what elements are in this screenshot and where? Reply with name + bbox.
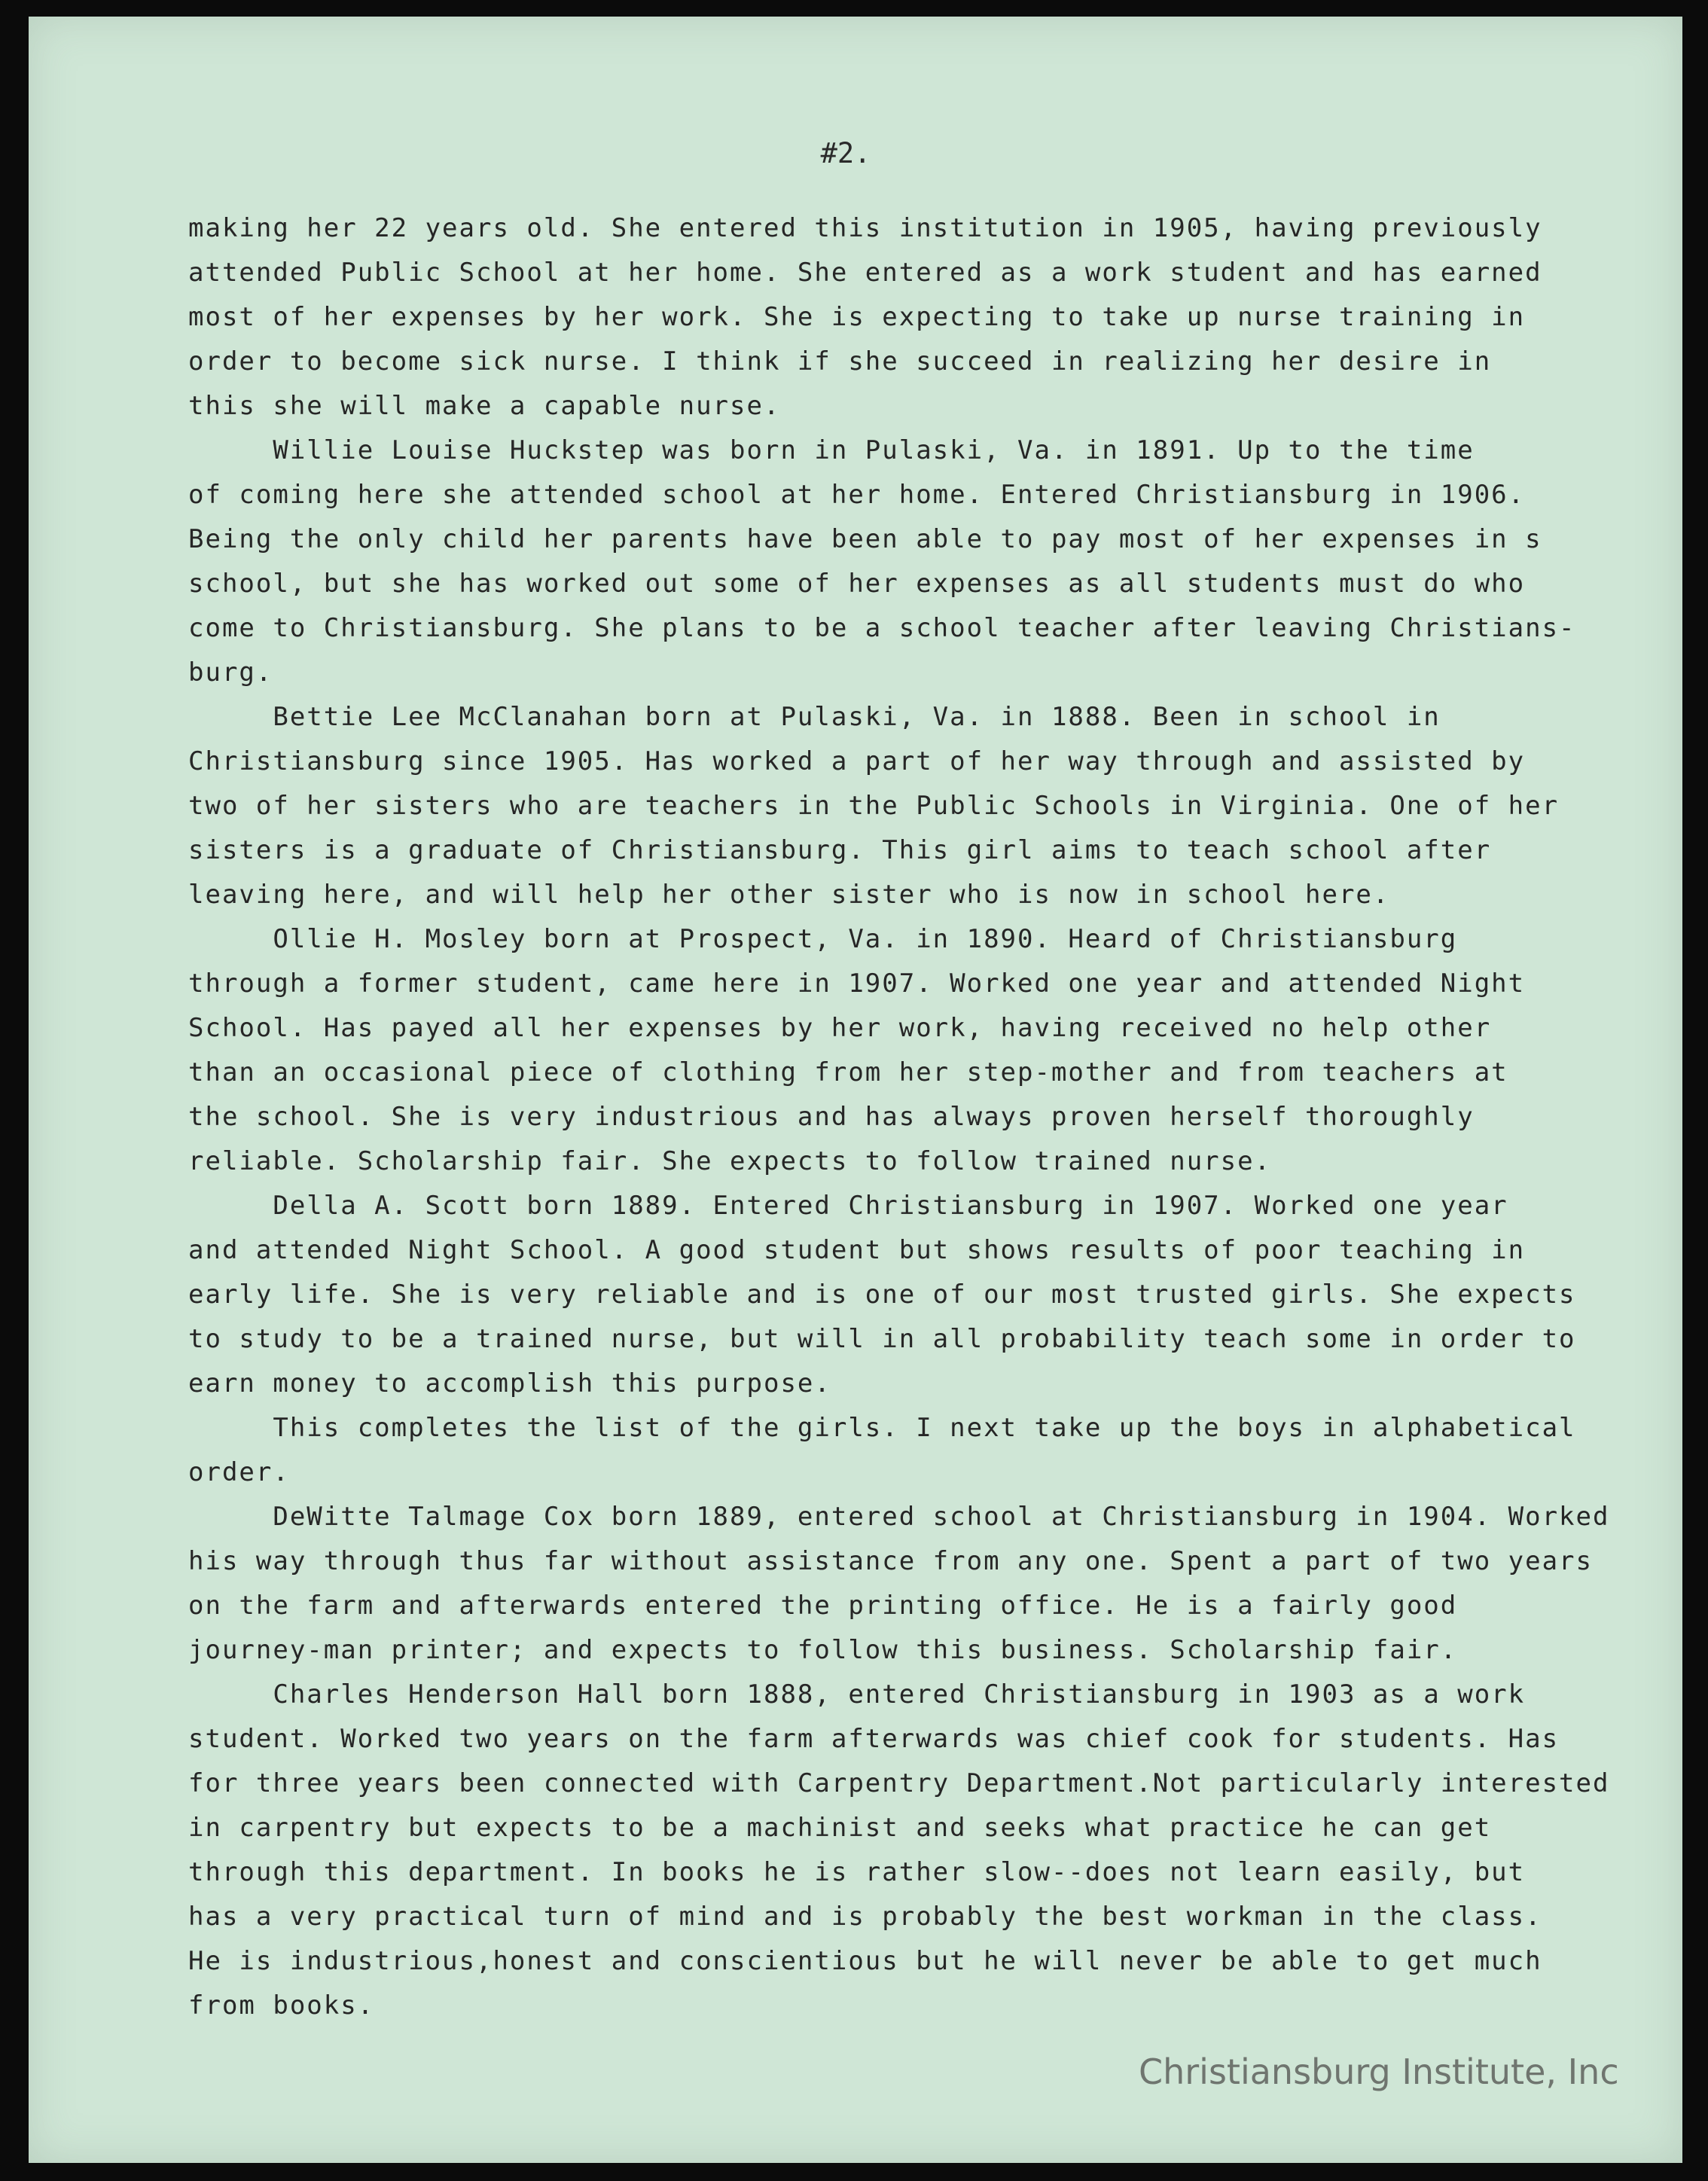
- text-line: school, but she has worked out some of her expenses as all students must do who: [188, 569, 1526, 599]
- text-line: through this department. In books he is rather slow--does not learn easily, but: [188, 1857, 1526, 1887]
- text-line: from books.: [188, 1990, 375, 2021]
- text-line: this she will make a capable nurse.: [188, 391, 781, 421]
- text-line: earn money to accomplish this purpose.: [188, 1368, 831, 1399]
- text-line: through a former student, came here in 1907. Worked one year and attended Night: [188, 968, 1526, 999]
- text-line: two of her sisters who are teachers in the Public Schools in Virginia. One of her: [188, 791, 1560, 821]
- document-page: [29, 17, 1682, 2163]
- text-line: his way through thus far without assistance from any one. Spent a part of two years: [188, 1546, 1593, 1576]
- text-line: Christiansburg since 1905. Has worked a part of her way through and assisted by: [188, 746, 1526, 776]
- text-line: He is industrious,honest and conscientious but he will never be able to get much: [188, 1946, 1542, 1976]
- text-line: on the farm and afterwards entered the printing office. He is a fairly good: [188, 1591, 1458, 1621]
- text-line: making her 22 years old. She entered this institution in 1905, having previously: [188, 213, 1542, 243]
- archive-watermark: Christiansburg Institute, Inc: [1139, 2051, 1619, 2092]
- text-line: student. Worked two years on the farm afterwards was chief cook for students. Has: [188, 1724, 1560, 1754]
- text-line: Being the only child her parents have been able to pay most of her expenses in s: [188, 524, 1542, 554]
- text-line: come to Christiansburg. She plans to be a school teacher after leaving Christians-: [188, 613, 1576, 643]
- text-line: DeWitte Talmage Cox born 1889, entered school at Christiansburg in 1904. Worked: [188, 1502, 1610, 1532]
- text-line: the school. She is very industrious and has always proven herself thoroughly: [188, 1102, 1475, 1132]
- text-line: attended Public School at her home. She entered as a work student and has earned: [188, 258, 1542, 288]
- text-line: and attended Night School. A good student but shows results of poor teaching in: [188, 1235, 1526, 1265]
- text-line: Charles Henderson Hall born 1888, entered Christiansburg in 1903 as a work: [188, 1679, 1526, 1710]
- text-line: burg.: [188, 657, 273, 688]
- text-line: most of her expenses by her work. She is expecting to take up nurse training in: [188, 302, 1526, 332]
- typed-text-body: [188, 206, 1679, 2028]
- text-line: This completes the list of the girls. I next take up the boys in alphabetical: [188, 1413, 1576, 1443]
- text-line: sisters is a graduate of Christiansburg. This girl aims to teach school after: [188, 835, 1492, 865]
- text-line: in carpentry but expects to be a machinist and seeks what practice he can get: [188, 1813, 1492, 1843]
- text-line: Della A. Scott born 1889. Entered Christiansburg in 1907. Worked one year: [188, 1191, 1508, 1221]
- text-line: than an occasional piece of clothing from her step-mother and from teachers at: [188, 1057, 1508, 1087]
- text-line: reliable. Scholarship fair. She expects to follow trained nurse.: [188, 1146, 1272, 1176]
- text-line: order to become sick nurse. I think if she succeed in realizing her desire in: [188, 346, 1492, 377]
- text-line: order.: [188, 1457, 290, 1487]
- text-line: Bettie Lee McClanahan born at Pulaski, Va. in 1888. Been in school in: [188, 702, 1441, 732]
- text-line: to study to be a trained nurse, but will in all probability teach some in order to: [188, 1324, 1576, 1354]
- text-line: Willie Louise Huckstep was born in Pulaski, Va. in 1891. Up to the time: [188, 435, 1475, 465]
- text-line: has a very practical turn of mind and is probably the best workman in the class.: [188, 1902, 1542, 1932]
- text-line: School. Has payed all her expenses by her work, having received no help other: [188, 1013, 1492, 1043]
- page-number: #2.: [820, 137, 871, 169]
- text-line: Ollie H. Mosley born at Prospect, Va. in 1890. Heard of Christiansburg: [188, 924, 1458, 954]
- text-line: journey-man printer; and expects to follow this business. Scholarship fair.: [188, 1635, 1458, 1665]
- text-line: for three years been connected with Carpentry Department.Not particularly interested: [188, 1768, 1610, 1798]
- text-line: leaving here, and will help her other sister who is now in school here.: [188, 880, 1390, 910]
- text-line: of coming here she attended school at her home. Entered Christiansburg in 1906.: [188, 480, 1526, 510]
- text-line: early life. She is very reliable and is one of our most trusted girls. She expects: [188, 1280, 1576, 1310]
